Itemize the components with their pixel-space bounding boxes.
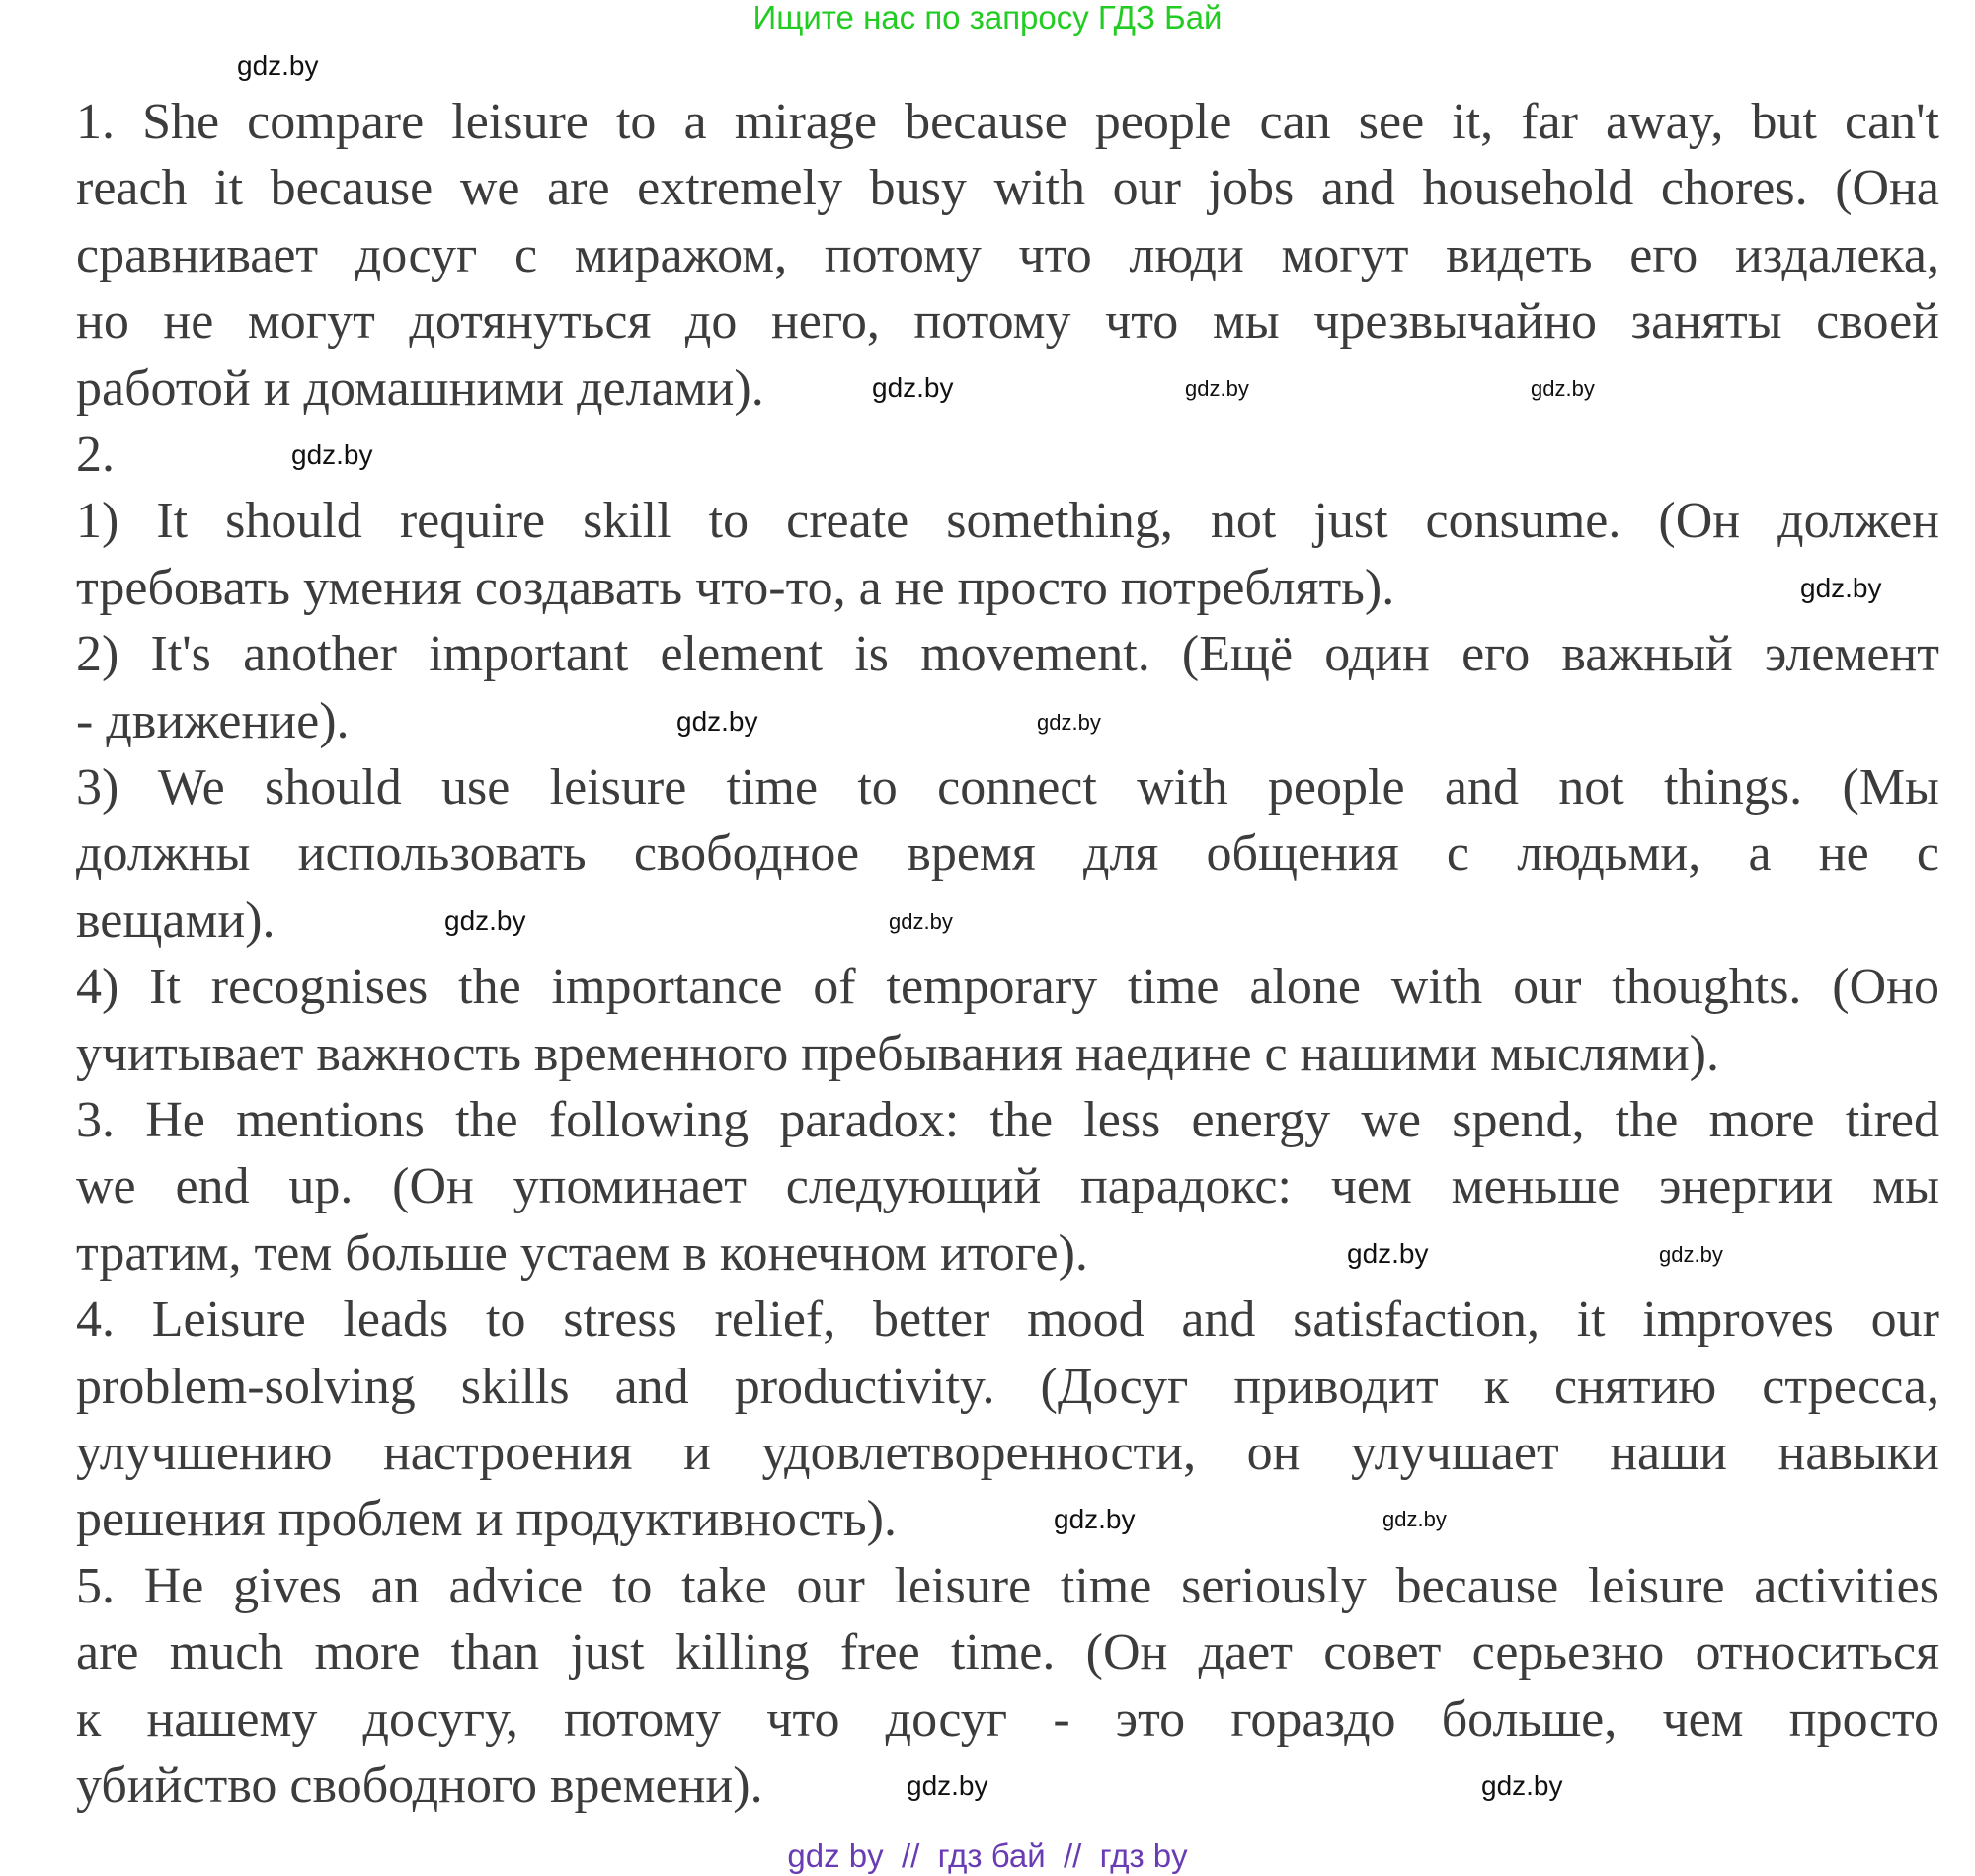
watermark: gdz.by: [907, 1770, 988, 1801]
text-line: должны использовать свободное время для общения с людьми, а не с: [76, 825, 1939, 882]
text-line: 3. He mentions the following paradox: the less energy we spend, the more tired: [76, 1092, 1939, 1148]
text-line: we end up. (Он упоминает следующий парадокс: чем меньше энергии мы: [76, 1158, 1939, 1214]
watermark: gdz.by: [1347, 1238, 1429, 1269]
text-line: вещами).: [76, 893, 276, 949]
text-line: 4) It recognises the importance of temporary time alone with our thoughts. (Оно: [76, 959, 1939, 1015]
text-line: сравнивает досуг с миражом, потому что люди могут видеть его издалека,: [76, 227, 1939, 283]
text-line: 2.: [76, 427, 115, 483]
search-hint-banner: Ищите нас по запросу ГДЗ Бай: [752, 0, 1223, 36]
watermark: gdz.by: [291, 439, 373, 470]
text-line: требовать умения создавать что-то, а не просто потреблять).: [76, 560, 1395, 616]
text-line: учитывает важность временного пребывания наедине с нашими мыслями).: [76, 1026, 1719, 1082]
watermark: gdz.by: [676, 706, 758, 737]
text-line: но не могут дотянуться до него, потому что мы чрезвычайно заняты своей: [76, 293, 1939, 350]
watermark: gdz.by: [1659, 1242, 1723, 1267]
text-line: тратим, тем больше устаем в конечном итоге).: [76, 1225, 1088, 1282]
watermark: gdz.by: [1382, 1507, 1447, 1531]
watermark: gdz.by: [444, 905, 526, 936]
watermark: gdz.by: [1037, 710, 1101, 735]
watermark: gdz.by: [1481, 1770, 1563, 1801]
text-line: решения проблем и продуктивность).: [76, 1491, 897, 1547]
text-line: - движение).: [76, 693, 350, 749]
text-line: работой и домашними делами).: [76, 360, 764, 417]
text-line: 5. He gives an advice to take our leisure time seriously because leisure activities: [76, 1558, 1939, 1614]
text-line: 1) It should require skill to create something, not just consume. (Он должен: [76, 493, 1939, 549]
text-line: 2) It's another important element is movement. (Ещё один его важный элемент: [76, 626, 1939, 682]
text-line: 1. She compare leisure to a mirage because people can see it, far away, but can't: [76, 94, 1939, 150]
text-line: улучшению настроения и удовлетворенности, он улучшает наши навыки: [76, 1425, 1939, 1481]
text-line: к нашему досугу, потому что досуг - это гораздо больше, чем просто: [76, 1691, 1939, 1748]
watermark: gdz.by: [872, 372, 954, 403]
watermark: gdz.by: [889, 909, 953, 934]
footer-links: gdz by // гдз бай // гдз by: [787, 1837, 1188, 1874]
watermark: gdz.by: [237, 50, 319, 81]
text-line: problem-solving skills and productivity. (Досуг приводит к снятию стресса,: [76, 1359, 1939, 1415]
watermark: gdz.by: [1054, 1504, 1136, 1534]
watermark: gdz.by: [1185, 376, 1249, 401]
watermark: gdz.by: [1531, 376, 1595, 401]
text-line: reach it because we are extremely busy with our jobs and household chores. (Она: [76, 160, 1939, 216]
text-line: are much more than just killing free time. (Он дает совет серьезно относиться: [76, 1624, 1939, 1681]
text-line: убийство свободного времени).: [76, 1758, 763, 1814]
text-line: 3) We should use leisure time to connect with people and not things. (Мы: [76, 759, 1939, 816]
watermark: gdz.by: [1800, 573, 1882, 603]
text-line: 4. Leisure leads to stress relief, better mood and satisfaction, it improves our: [76, 1291, 1939, 1348]
